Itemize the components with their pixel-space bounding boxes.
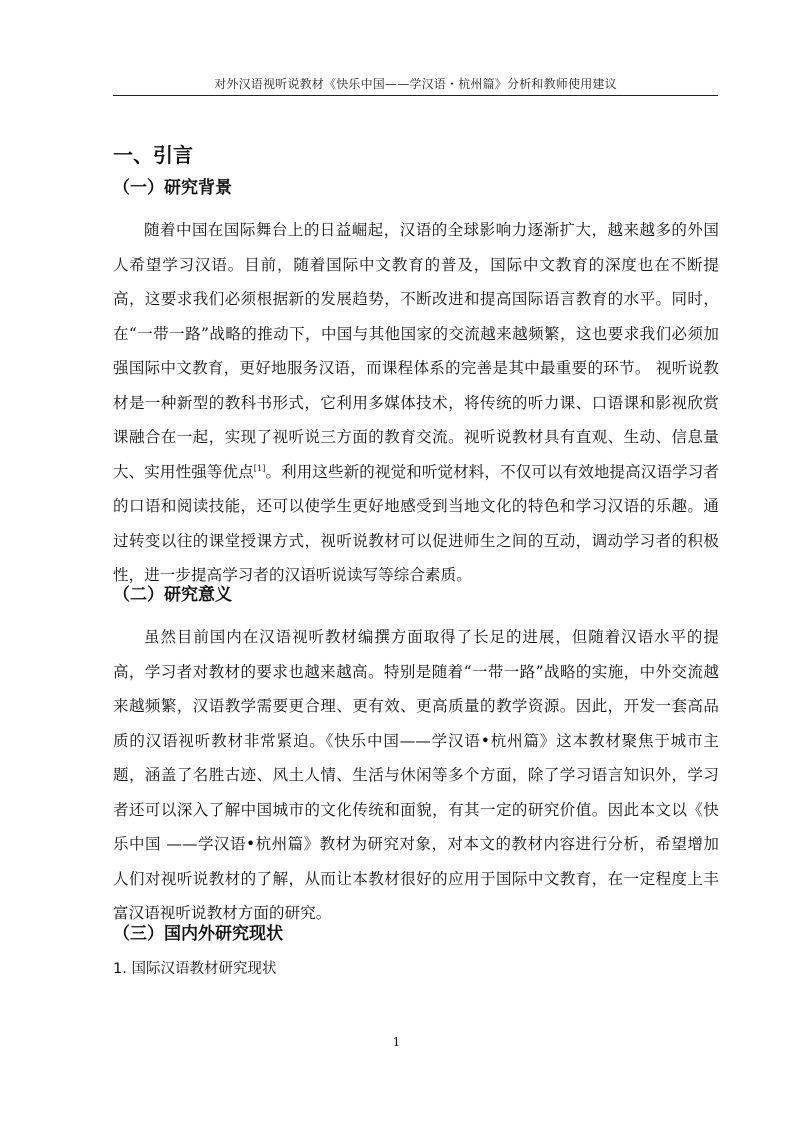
page-number: 1 bbox=[392, 1035, 401, 1049]
subsection-heading-research-status: （三）国内外研究现状 bbox=[113, 924, 283, 944]
citation-marker: [1] bbox=[253, 463, 266, 473]
paragraph-background bbox=[113, 213, 719, 593]
paragraph-background-text-b: 。利用这些新的视觉和听觉材料，不仅可以有效地提高汉语学习者的口语和阅读技能，还可以使学生更好地感受到当地文化的特色和学习汉语的乐趣。通过转变以往的课堂授课方式，视听说教材可以促进师生之间的互动，调动学习者的积极性，进一步提高学习者的汉语听说读写等综合素质。 bbox=[113, 462, 720, 584]
paragraph-significance: 虽然目前国内在汉语视听教材编撰方面取得了长足的进展，但随着汉语水平的提高，学习者对教材的要求也越来越高。特别是随着“一带一路”战略的实施，中外交流越来越频繁，汉语教学需要更合理、更有效、更高质量的教学资源。因此，开发一套高品质的汉语视听教材非常紧迫。《快乐中国——学汉语•杭州篇》这本教材聚焦于城市主题，涵盖了名胜古迹、风土人情、生活与休闲等多个方面，除了学习语言知识外，学习者还可以深入了解中国城市的文化传统和面貌，有其一定的研究价值。因此本文以《快乐中国 ——学汉语•杭州篇》教材为研究对象，对本文的教材内容进行分析，希望增加人们对视听说教材的了解，从而让本教材很好的应用于国际中文教育，在一定程度上丰富汉语视听说教材方面的研究。 bbox=[113, 628, 719, 922]
running-header-title: 对外汉语视听说教材《快乐中国——学汉语・杭州篇》分析和教师使用建议 bbox=[214, 77, 617, 91]
section-heading-introduction: 一、引言 bbox=[113, 143, 193, 167]
subsection-heading-significance: （二）研究意义 bbox=[113, 585, 232, 605]
subsection-heading-background: （一）研究背景 bbox=[113, 178, 232, 198]
header-divider bbox=[113, 95, 718, 96]
paragraph-background-text-a: 随着中国在国际舞台上的日益崛起，汉语的全球影响力逐渐扩大，越来越多的外国人希望学习汉语。目前，随着国际中文教育的普及，国际中文教育的深度也在不断提高，这要求我们必须根据新的发展趋势，不断改进和提高国际语言教育的水平。同时，在“一带一路”战略的推动下，中国与其他国家的交流越来越频繁，这也要求我们必须加强国际中文教育，更好地服务汉语，而课程体系的完善是其中最重要的环节。 视听说教材是一种新型的教科书形式，它利用多媒体技术，将传统的听力课、口语课和影视欣赏课融合在一起，实现了视听说三方面的教育交流。视听说教材具有直观、生动、信息量大、实用性强等优点 bbox=[113, 221, 719, 481]
list-item-heading-intl-textbook: 1. 国际汉语教材研究现状 bbox=[113, 961, 277, 977]
